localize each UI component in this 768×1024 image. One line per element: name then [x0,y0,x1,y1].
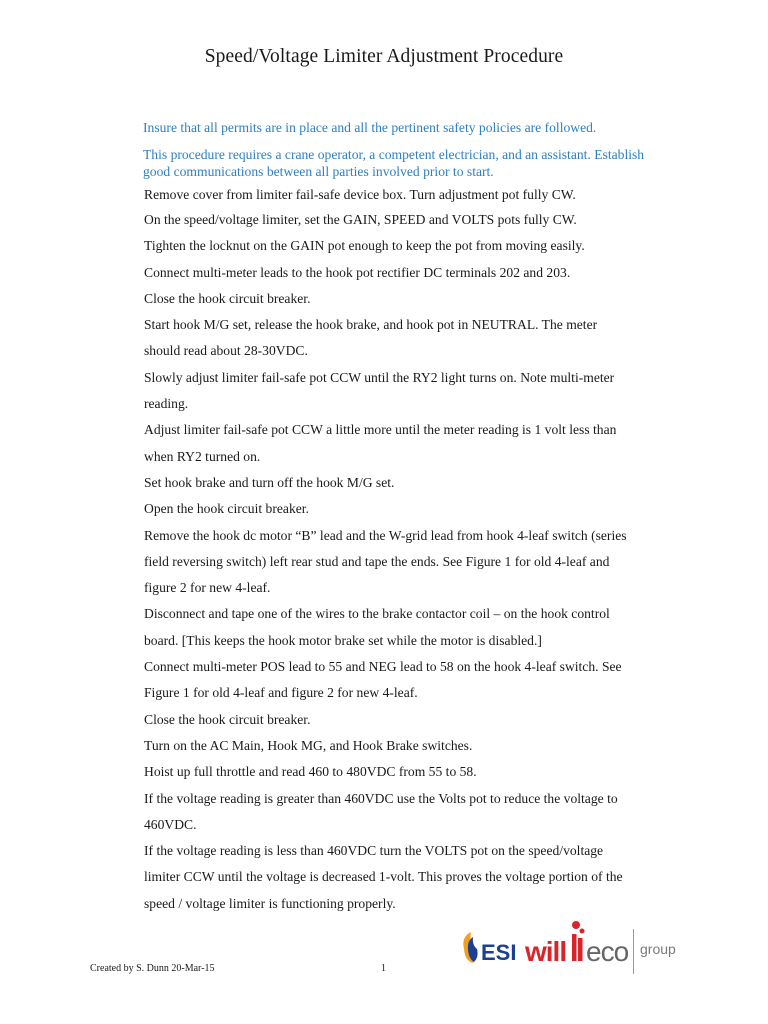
esi-logo [463,932,516,965]
procedure-step-line: Open the hook circuit breaker. [144,501,309,517]
procedure-step [144,210,669,236]
document-title: Speed/Voltage Limiter Adjustment Procedure [204,46,564,67]
safety-notes [143,119,663,180]
procedure-step [144,710,669,736]
procedure-step [144,841,669,920]
procedure-step [144,526,669,605]
procedure-step-line: Disconnect and tape one of the wires to the brake contactor coil – on the hook control [144,606,610,622]
procedure-step [144,263,669,289]
procedure-step-line: Adjust limiter fail-safe pot CCW a little more until the meter reading is 1 volt less than [144,422,617,438]
procedure-step [144,473,669,499]
procedure-step [144,368,669,421]
procedure-step-line: If the voltage reading is less than 460VDC turn the VOLTS pot on the speed/voltage [144,843,604,859]
procedure-step-line: figure 2 for new 4-leaf. [144,580,271,596]
procedure-step [144,789,669,842]
procedure-step-line: Tighten the locknut on the GAIN pot enough to keep the pot from moving easily. [144,238,585,254]
procedure-step-line: Connect multi-meter POS lead to 55 and NEG lead to 58 on the hook 4-leaf switch. See [144,659,622,675]
procedure-step-line: Set hook brake and turn off the hook M/G set. [144,474,395,490]
willeco-dot-small [580,929,585,934]
note-permits: Insure that all permits are in place and all the pertinent safety policies are followed. [143,120,597,135]
procedure-step [144,236,669,262]
procedure-step-line: On the speed/voltage limiter, set the GAIN, SPEED and VOLTS pots fully CW. [144,212,577,227]
note-personnel: This procedure requires a crane operator, a competent electrician, and an assistant. Establish good communications between all parties involved prior to start. [143,147,645,179]
willeco-bar-2 [578,938,583,961]
procedure-step-line: Connect multi-meter leads to the hook pot rectifier DC terminals 202 and 203. [144,264,571,280]
company-logos [459,917,699,977]
procedure-step-line: Turn on the AC Main, Hook MG, and Hook Brake switches. [144,737,473,753]
procedure-step-line: reading. [144,396,189,412]
procedure-step-line: field reversing switch) left rear stud and tape the ends. See Figure 1 for old 4-leaf and [144,553,610,569]
willeco-bar-1 [572,934,577,961]
footer-page-number: 1 [381,963,386,974]
procedure-step-line: speed / voltage limiter is functioning properly. [144,895,396,911]
procedure-step-line: Close the hook circuit breaker. [144,711,311,727]
procedure-step [144,762,669,788]
procedure-step [144,185,669,210]
procedure-step-line: Remove cover from limiter fail-safe device box. Turn adjustment pot fully CW. [144,187,576,202]
procedure-step-line: should read about 28-30VDC. [144,343,308,359]
logo-divider [633,929,634,974]
logo-graphic [459,917,699,977]
procedure-step-line: Hoist up full throttle and read 460 to 480VDC from 55 to 58. [144,764,477,780]
footer-created-by: Created by S. Dunn 20-Mar-15 [90,963,215,974]
procedure-step [144,315,669,368]
procedure-step-line: 460VDC. [144,816,197,832]
procedure-step-line: board. [This keeps the hook motor brake set while the motor is disabled.] [144,632,542,648]
willeco-logo [524,921,629,967]
procedure-step-line: limiter CCW until the voltage is decreased 1-volt. This proves the voltage portion of the [144,869,623,885]
procedure-step [144,736,669,762]
willeco-wordmark-light: eco [586,936,629,967]
procedure-step [144,499,669,525]
esi-wordmark: ESI [481,940,517,965]
procedure-step-line: when RY2 turned on. [144,448,261,464]
procedure-step [144,657,669,710]
procedure-step-line: Start hook M/G set, release the hook brake, and hook pot in NEUTRAL. The meter [144,317,598,333]
procedure-step-line: Figure 1 for old 4-leaf and figure 2 for new 4-leaf. [144,685,418,701]
procedure-steps [144,185,669,920]
group-wordmark: group [640,941,676,957]
willeco-wordmark-bold: will [525,936,567,967]
procedure-step-line: Slowly adjust limiter fail-safe pot CCW until the RY2 light turns on. Note multi-meter [144,369,615,385]
procedure-step-line: Remove the hook dc motor “B” lead and the W-grid lead from hook 4-leaf switch (series [144,527,627,543]
procedure-step [144,289,669,315]
willeco-dot-large [572,921,580,929]
procedure-step-line: Close the hook circuit breaker. [144,290,311,306]
procedure-step [144,420,669,473]
procedure-step-line: If the voltage reading is greater than 460VDC use the Volts pot to reduce the voltage to [144,790,618,806]
procedure-step [144,604,669,657]
